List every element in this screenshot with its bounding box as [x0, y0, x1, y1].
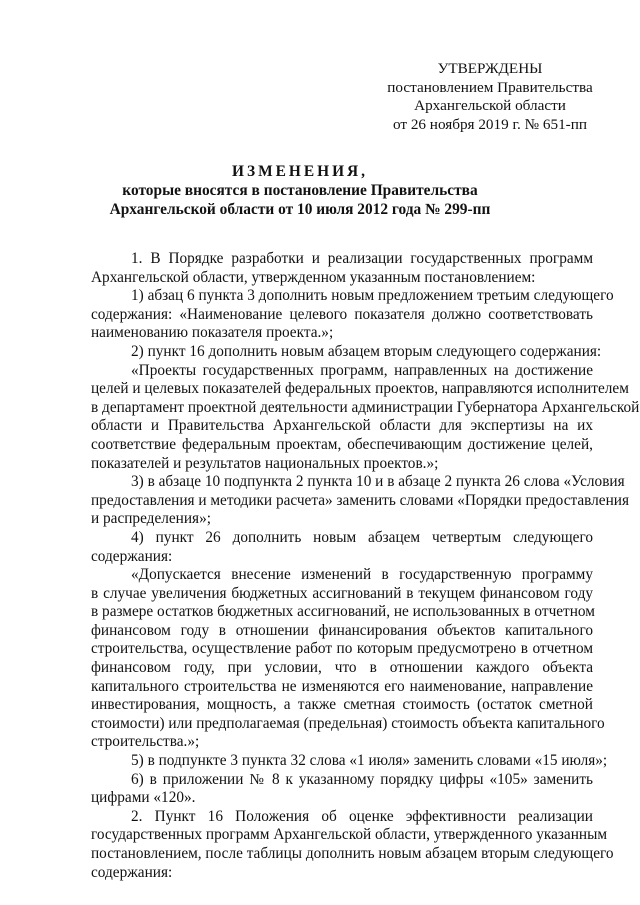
text-line: 6) в приложении № 8 к указанному порядку цифры «105» заменить	[131, 770, 593, 788]
text-line: 5) в подпункте 3 пункта 32 слова «1 июля» заменить словами «15 июля»;	[131, 752, 608, 770]
text-line: в размере остатков бюджетных ассигнований, не использованных в отчетном	[91, 603, 595, 621]
text-line: содержания: «Наименование целевого показателя должно соответствовать	[91, 305, 593, 323]
text-line: строительства, осуществление работ по которым предусмотрено в отчетном	[91, 640, 593, 658]
text-line: 4) пункт 26 дополнить новым абзацем четвертым следующего	[131, 528, 593, 546]
text-line: в случае увеличения бюджетных ассигнований в текущем финансовом году	[91, 584, 593, 602]
approved-line: Архангельской области	[414, 97, 566, 115]
text-line: области и Правительства Архангельской области для экспертизы на их	[91, 417, 593, 435]
text-line: цифрами «120».	[91, 789, 196, 807]
paragraph	[91, 342, 602, 362]
paragraph	[91, 807, 614, 882]
text-line: капитального строительства не изменяются его наименование, направление	[91, 677, 593, 695]
paragraph	[91, 250, 593, 287]
approved-date: от 26 ноября 2019 г. № 651-пп	[393, 115, 587, 133]
text-line: 1. В Порядке разработки и реализации государственных программ	[131, 250, 593, 267]
document-title	[40, 162, 560, 219]
title-subline: Архангельской области от 10 июля 2012 года № 299-пп	[109, 201, 491, 218]
approval-stamp	[360, 60, 620, 134]
text-line: 2. Пункт 16 Положения об оценке эффективности реализации	[131, 807, 593, 825]
text-line: постановлением, после таблицы дополнить новым абзацем вторым следующего	[91, 845, 614, 862]
paragraph	[91, 473, 630, 529]
document-body	[91, 250, 640, 882]
paragraph	[91, 361, 640, 474]
paragraph	[91, 529, 593, 566]
text-line: «Проекты государственных программ, направленных на достижение	[131, 361, 593, 379]
title-heading: ИЗМЕНЕНИЯ,	[231, 163, 369, 180]
text-line: предоставления и методики расчета» заменить словами «Порядки предоставления	[91, 491, 630, 509]
text-line: содержания:	[91, 863, 173, 881]
text-line: в департамент проектной деятельности администрации Губернатора Архангельской	[91, 398, 640, 416]
text-line: содержания:	[91, 547, 173, 565]
text-line: «Допускается внесение изменений в государственную программу	[131, 566, 593, 584]
text-line: государственных программ Архангельской области, утвержденного указанным	[91, 826, 608, 844]
text-line: целей и целевых показателей федеральных проектов, направляются исполнителем	[91, 380, 629, 398]
text-line: строительства.»;	[91, 733, 200, 751]
text-line: 1) абзац 6 пункта 3 дополнить новым предложением третьим следующего	[131, 287, 614, 305]
text-line: наименованию показателя проекта.»;	[91, 324, 334, 342]
paragraph	[91, 287, 614, 343]
title-subline: которые вносятся в постановление Правительства	[122, 182, 478, 199]
approved-heading: УТВЕРЖДЕНЫ	[437, 60, 543, 77]
text-line: соответствие федеральным проектам, обеспечивающим достижение целей,	[91, 435, 593, 453]
text-line: и распределения»;	[91, 510, 211, 528]
paragraph	[91, 566, 605, 752]
text-line: показателей и результатов национальных проектов.»;	[91, 454, 439, 472]
paragraph	[91, 771, 593, 808]
paragraph	[91, 752, 608, 771]
text-line: стоимости) или предполагаемая (предельная) стоимость объекта капитального	[91, 714, 605, 732]
text-line: инвестирования, мощность, а также сметная стоимость (остаток сметной	[91, 696, 593, 714]
text-line: Архангельской области, утвержденном указанным постановлением:	[91, 268, 536, 286]
text-line: 2) пункт 16 дополнить новым абзацем вторым следующего содержания:	[131, 342, 602, 360]
text-line: финансовом году, при условии, что в отношении каждого объекта	[91, 659, 593, 677]
approved-line: постановлением Правительства	[387, 78, 593, 96]
text-line: 3) в абзаце 10 подпункта 2 пункта 10 и в абзаце 2 пункта 26 слова «Условия	[131, 473, 625, 491]
text-line: финансовом году в отношении финансирования объектов капитального	[91, 621, 593, 639]
